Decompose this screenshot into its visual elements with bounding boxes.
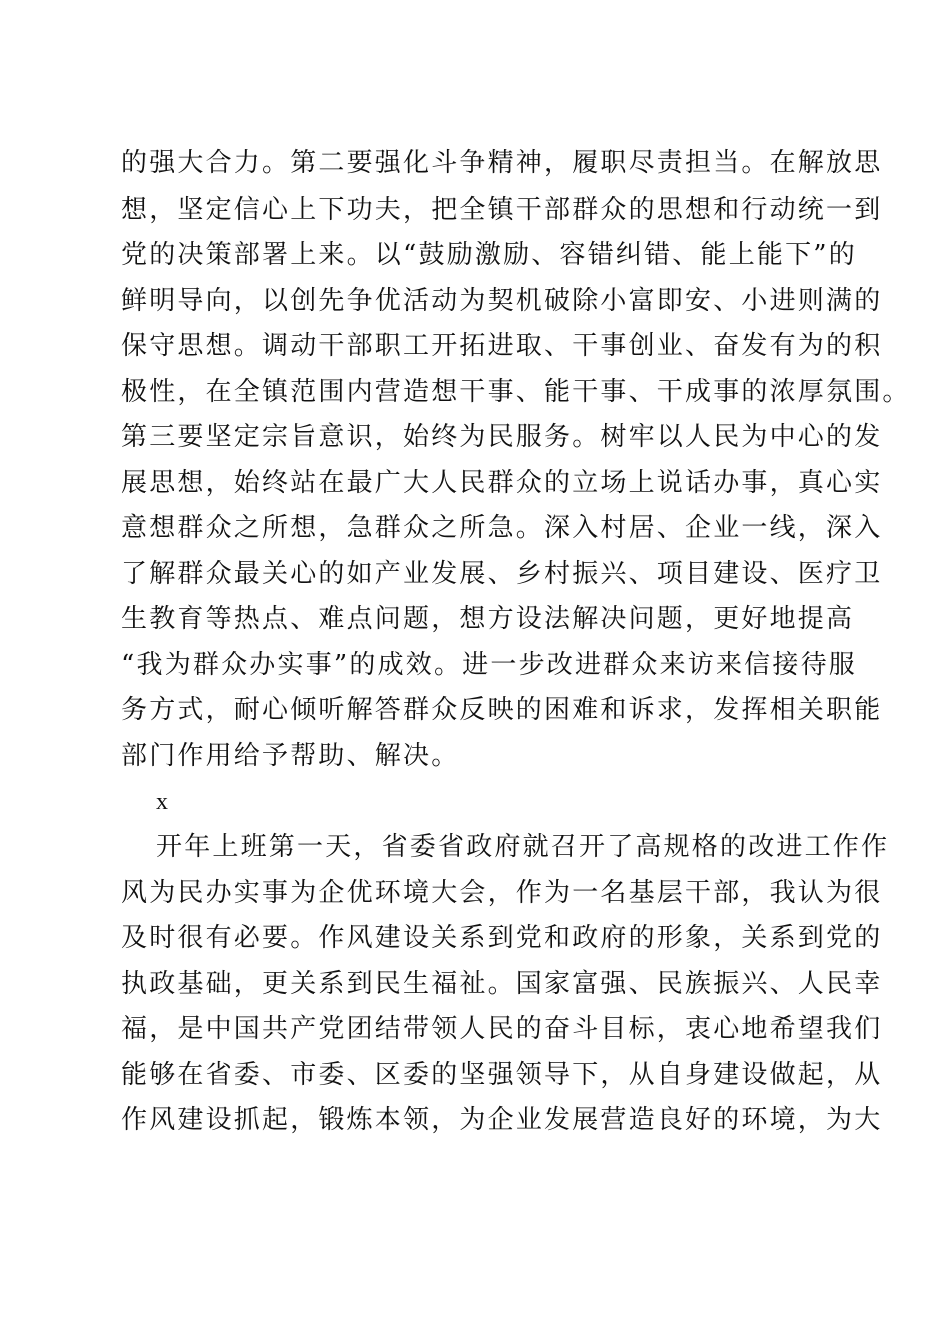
paragraph-line: 意想群众之所想，急群众之所急。深入村居、企业一线，深入 [121, 513, 883, 543]
paragraph-line: “我为群众办实事”的成效。进一步改进群众来访来信接待服 [121, 650, 857, 680]
paragraph-line: 保守思想。调动干部职工开拓进取、干事创业、奋发有为的积 [121, 331, 883, 361]
section-separator: x [156, 789, 168, 815]
paragraph-line: 的强大合力。第二要强化斗争精神，履职尽责担当。在解放思 [121, 148, 883, 178]
paragraph-line: 鲜明导向，以创先争优活动为契机破除小富即安、小进则满的 [121, 286, 883, 316]
paragraph-line: 开年上班第一天，省委省政府就召开了高规格的改进工作作 [156, 832, 890, 862]
paragraph-line: 福，是中国共产党团结带领人民的奋斗目标，衷心地希望我们 [121, 1014, 883, 1044]
paragraph-line: 务方式，耐心倾听解答群众反映的困难和诉求，发挥相关职能 [121, 695, 883, 725]
paragraph-line: 极性，在全镇范围内营造想干事、能干事、干成事的浓厚氛围。 [121, 377, 911, 407]
paragraph-line: 了解群众最关心的如产业发展、乡村振兴、项目建设、医疗卫 [121, 559, 883, 589]
paragraph-line: 想，坚定信心上下功夫，把全镇干部群众的思想和行动统一到 [121, 195, 883, 225]
paragraph-line: 第三要坚定宗旨意识，始终为民服务。树牢以人民为中心的发 [121, 422, 883, 452]
paragraph-line: 生教育等热点、难点问题，想方设法解决问题，更好地提高 [121, 604, 855, 634]
paragraph-line: 能够在省委、市委、区委的坚强领导下，从自身建设做起，从 [121, 1060, 883, 1090]
paragraph-line: 及时很有必要。作风建设关系到党和政府的形象，关系到党的 [121, 923, 883, 953]
paragraph-line: 展思想，始终站在最广大人民群众的立场上说话办事，真心实 [121, 468, 883, 498]
paragraph-line: 风为民办实事为企优环境大会，作为一名基层干部，我认为很 [121, 878, 883, 908]
paragraph-line: 党的决策部署上来。以“鼓励激励、容错纠错、能上能下”的 [121, 240, 857, 270]
paragraph-line: 部门作用给予帮助、解决。 [121, 741, 460, 771]
paragraph-line: 作风建设抓起，锻炼本领，为企业发展营造良好的环境，为大 [121, 1105, 883, 1135]
paragraph-line: 执政基础，更关系到民生福祉。国家富强、民族振兴、人民幸 [121, 969, 883, 999]
